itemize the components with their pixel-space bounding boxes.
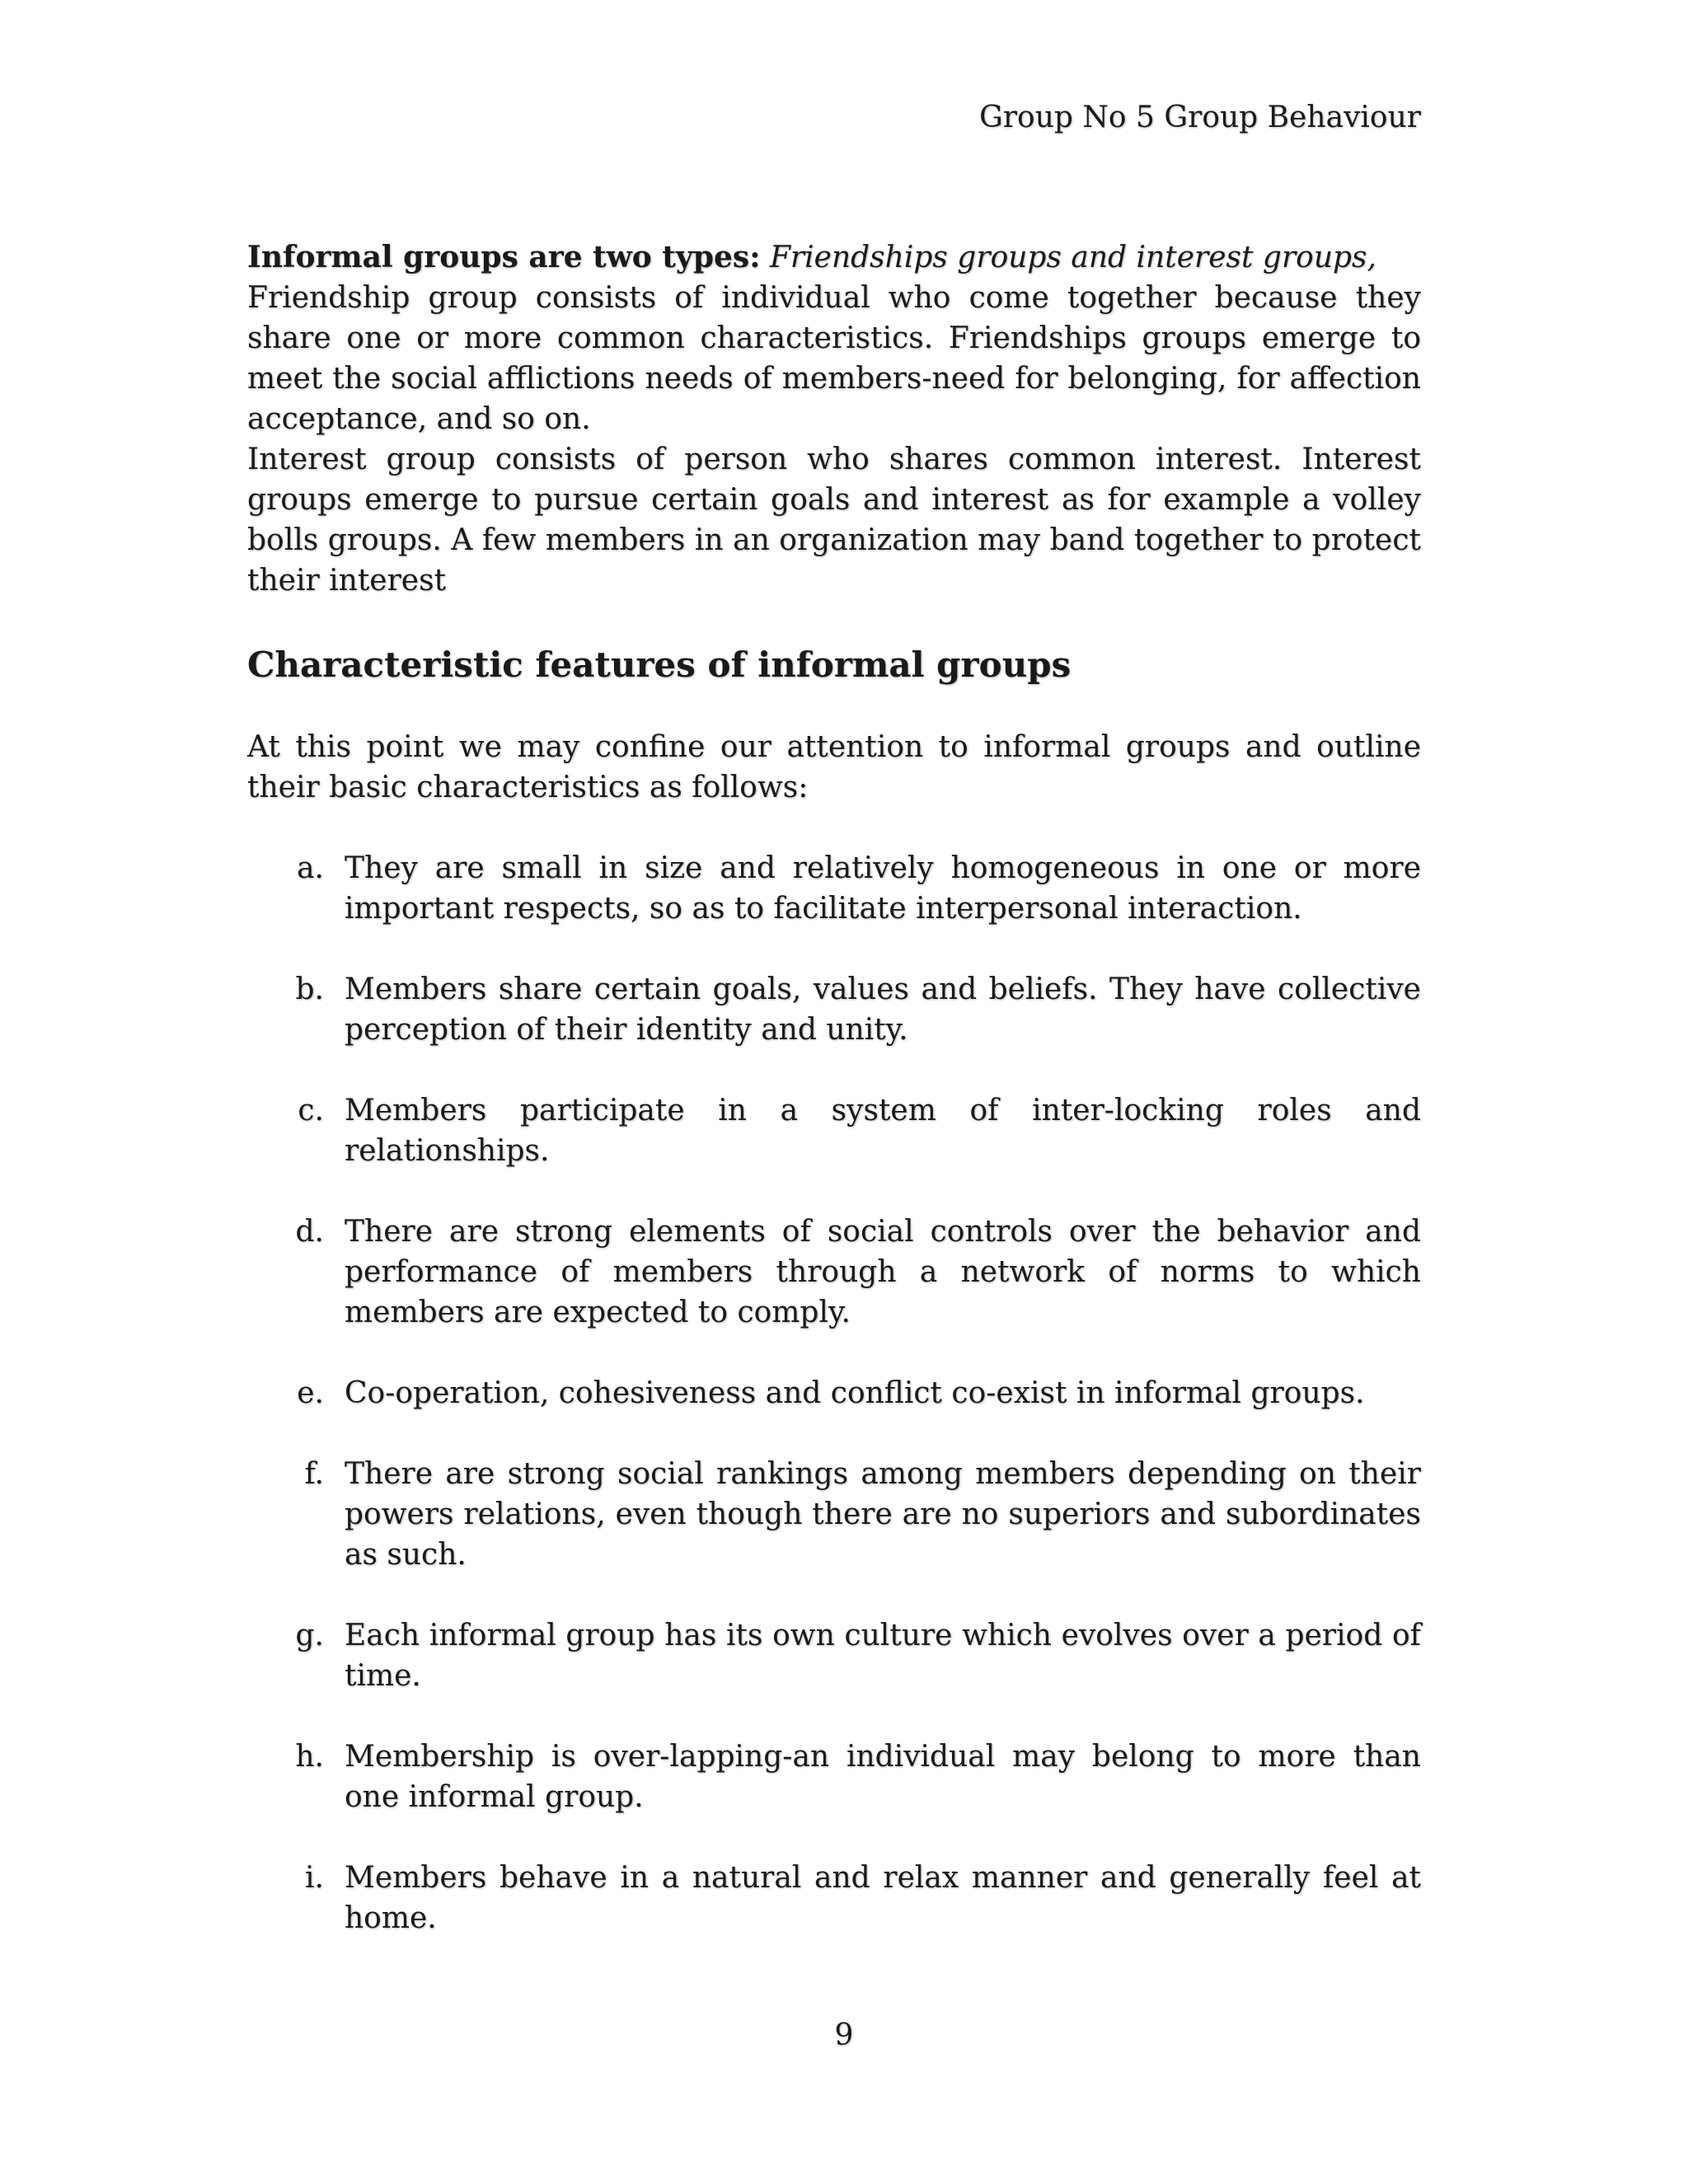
- list-item-text: Members behave in a natural and relax manner and generally feel at home.: [345, 1861, 1421, 1935]
- list-item-marker: a.: [297, 851, 324, 885]
- informal-groups-lead: [247, 237, 1421, 278]
- list-item-marker: d.: [295, 1215, 324, 1249]
- list-item-marker: e.: [297, 1376, 324, 1410]
- list-item-text: There are strong elements of social controls over the behavior and performance of members through a network of norms to which members are expected to comply.: [345, 1215, 1421, 1329]
- list-item: [247, 848, 1421, 929]
- list-item-text: Membership is over-lapping-an individual may belong to more than one informal group.: [345, 1740, 1421, 1814]
- running-header: Group No 5 Group Behaviour: [979, 101, 1421, 134]
- list-item: [247, 1858, 1421, 1938]
- lead-italic-text: Friendships groups and interest groups,: [769, 241, 1376, 274]
- list-item-marker: g.: [295, 1619, 324, 1652]
- page-number: 9: [834, 2018, 854, 2052]
- list-item-marker: h.: [295, 1740, 324, 1774]
- list-item: [247, 1212, 1421, 1333]
- list-item-text: Each informal group has its own culture which evolves over a period of time.: [345, 1619, 1421, 1693]
- list-item: [247, 1615, 1421, 1696]
- list-item-marker: c.: [298, 1094, 324, 1127]
- section-heading: Characteristic features of informal groups: [247, 644, 1071, 685]
- lead-bold-text: Informal groups are two types:: [247, 240, 761, 274]
- list-item-text: There are strong social rankings among members depending on their powers relations, even though there are no superiors and subordinates as such.: [345, 1457, 1421, 1572]
- page-content: [247, 237, 1421, 1938]
- list-item-text: Co-operation, cohesiveness and conflict co-exist in informal groups.: [345, 1376, 1365, 1410]
- list-item: [247, 1736, 1421, 1817]
- list-item-marker: i.: [305, 1861, 324, 1895]
- list-item-text: They are small in size and relatively homogeneous in one or more important respects, so as to facilitate interpersonal interaction.: [345, 851, 1421, 926]
- list-item: [247, 1373, 1421, 1413]
- list-item-marker: f.: [304, 1457, 324, 1491]
- list-item: [247, 969, 1421, 1050]
- list-item: [247, 1454, 1421, 1575]
- interest-group-paragraph: Interest group consists of person who shares common interest. Interest groups emerge to pursue certain goals and interest as for example a volley bolls groups. A few members in an organization may band together to protect their interest: [247, 443, 1421, 598]
- list-item: [247, 1090, 1421, 1171]
- characteristics-list: [247, 848, 1421, 1938]
- list-item-text: Members participate in a system of inter-locking roles and relationships.: [345, 1094, 1421, 1168]
- list-item-text: Members share certain goals, values and beliefs. They have collective perception of their identity and unity.: [345, 972, 1421, 1047]
- section-intro-paragraph: At this point we may confine our attention to informal groups and outline their basic characteristics as follows:: [247, 730, 1421, 804]
- list-item-marker: b.: [295, 972, 324, 1006]
- friendship-group-paragraph: Friendship group consists of individual who come together because they share one or more common characteristics. Friendships groups emerge to meet the social afflictions needs of members-need for belonging, for affection acceptance, and so on.: [247, 281, 1421, 436]
